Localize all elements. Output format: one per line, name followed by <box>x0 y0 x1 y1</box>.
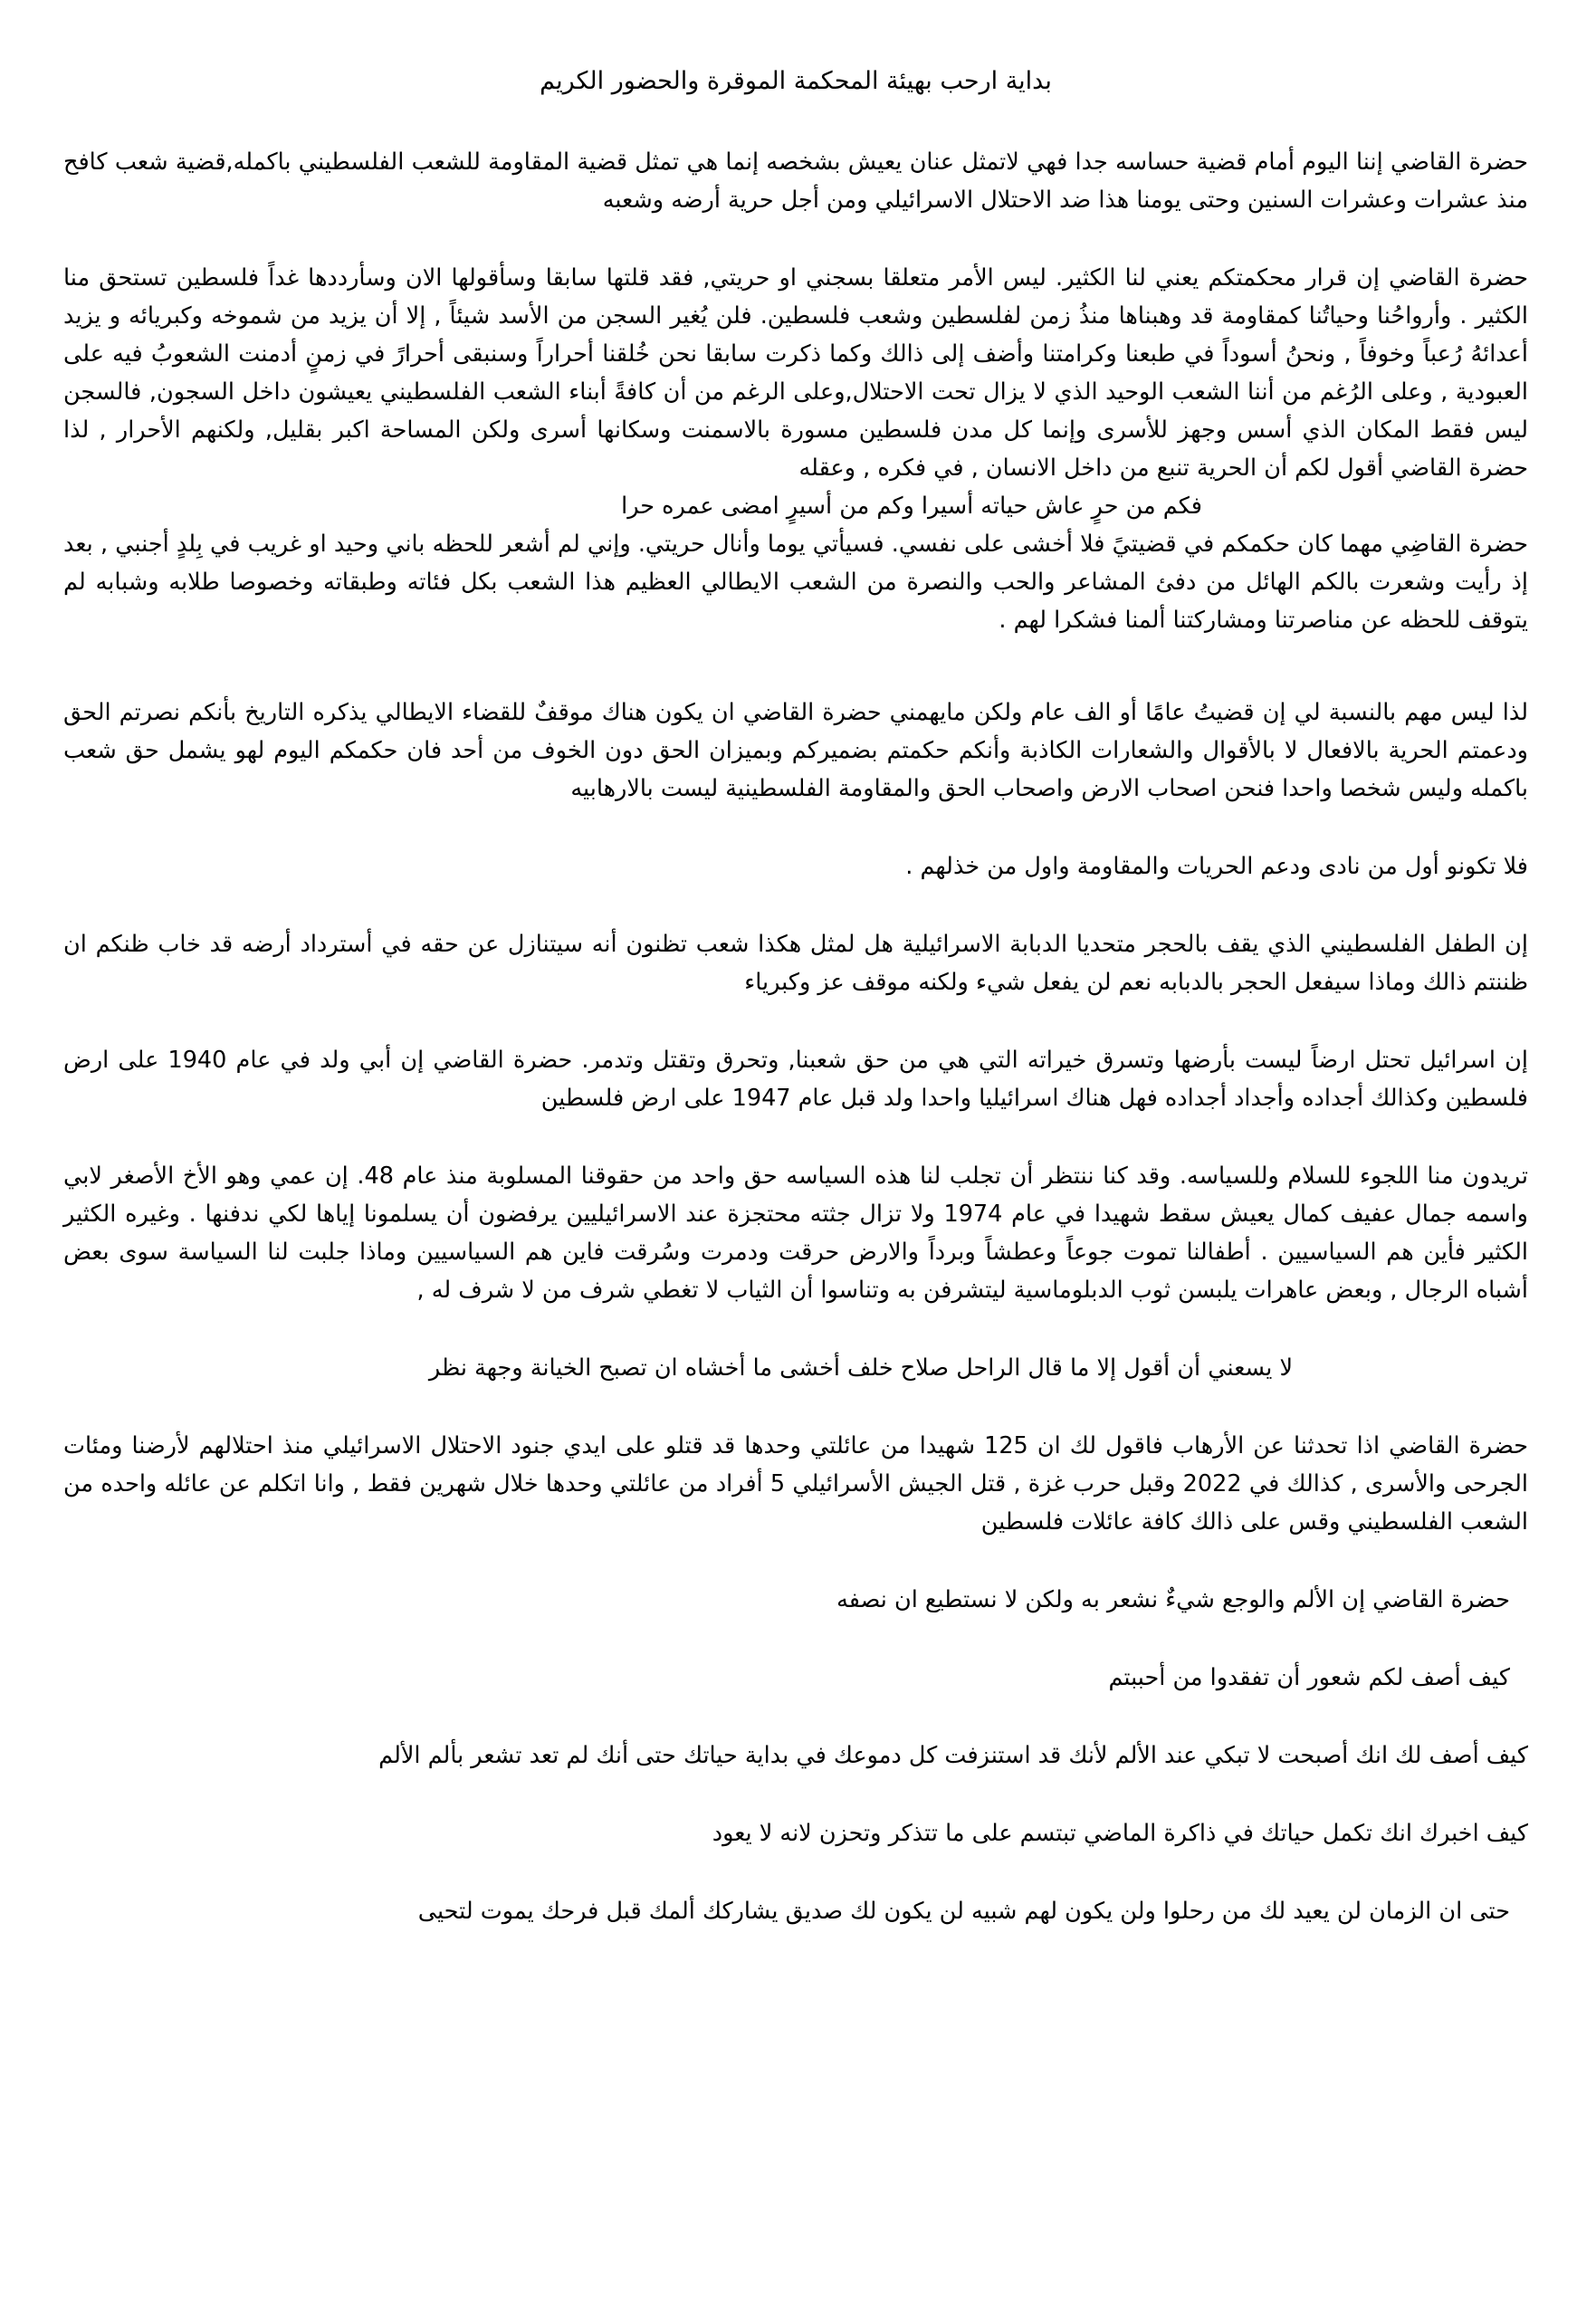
paragraph-opening: حضرة القاضي إننا اليوم أمام قضية حساسه جدا فهي لاتمثل عنان يعيش بشخصه إنما هي تمثل قضية المقاومة للشعب الفلسطيني باكمله,قضية شعب كافح منذ عشرات وعشرات السنين وحتى يومنا هذا ضد الاحتلال الاسرائيلي ومن أجل حرية أرضه وشعبه <box>63 148 1528 214</box>
paragraph-no-more-tears: كيف أصف لك انك أصبحت لا تبكي عند الألم لأنك قد استنزفت كل دموعك في بداية حياتك حتى أنك لم تعد تشعر بألم الألم <box>378 1742 1528 1769</box>
verse-line: فكم من حرٍ عاش حياته أسيرا وكم من أسيرٍ امضى عمره حرا <box>621 493 1202 520</box>
paragraph-describe-loss: كيف أصف لكم شعور أن تفقدوا من أحببتم <box>1108 1664 1510 1691</box>
paragraph-israel-occupation: إن اسرائيل تحتل ارضاً ليست بأرضها وتسرق خيراته التي هي من حق شعبنا, وتحرق وتقتل وتدمر. حضرة القاضي إن أبي ولد في عام 1940 على ارض فلسطين وكذالك أجداده وأجداد أجداده فهل هناك اسرائيليا واحدا ولد قبل عام 1947 على ارض فلسطين <box>63 1047 1528 1112</box>
paragraph-child-stone: إن الطفل الفلسطيني الذي يقف بالحجر متحديا الدبابة الاسرائيلية هل لمثل هكذا شعب تظنون أنه سيتنازل عن حقه في أسترداد أرضه قد خاب ظنكم ان ظننتم ذالك وماذا سيفعل الحجر بالدبابه نعم لن يفعل شيء ولكنه موقف عز وكبرياء <box>63 931 1528 996</box>
paragraph-italian-people: حضرة القاضِي مهما كان حكمكم في قضيتيً فلا أخشى على نفسي. فسيأتي يوما وأنال حريتي. وإني لم أشعر للحظه باني وحيد او غريب في بِلدٍ أجنبي , بعد إذ رأيت وشعرت بالكم الهائل من دفئ المشاعر والحب والنصرة من الشعب الايطالي العظيم هذا الشعب بكل فئاته وطبقاته وخصوصا طلابه وشبابه لم يتوقف للحظه عن مناصرتنا ومشاركتنا ألمنا فشكرا لهم . <box>63 531 1528 634</box>
paragraph-pain: حضرة القاضي إن الألم والوجع شيءٌ نشعر به ولكن لا نستطيع ان نصفه <box>836 1586 1510 1613</box>
paragraph-politics: تريدون منا اللجوء للسلام وللسياسه. وقد كنا ننتظر أن تجلب لنا هذه السياسه حق واحد من حقوقنا المسلوبة منذ عام 48. إن عمي وهو الأخ الأصغر لابي واسمه جمال عفيف كمال يعيش سقط شهيدا في عام 1974 ولا تزال جثته محتجزة عند الاسرائيليين يرفضون أن يسلمونا إياها لكي ندفنها . وغيره الكثير الكثير فأين هم السياسيين . أطفالنا تموت جوعاً وعطشاً وبرداً والارض حرقت ودمرت وسُرقت فاين هم السياسيين وماذا جلبت لنا السياسة سوى بعض أشباه الرجال , وبعض عاهرات يلبسن ثوب الدبلوماسية ليتشرفن به وتناسوا أن الثياب لا تغطي شرف من لا شرف له , <box>63 1163 1528 1304</box>
paragraph-history-stance: لذا ليس مهم بالنسبة لي إن قضيتُ عامًا أو الف عام ولكن مايهمني حضرة القاضي ان يكون هناك موقفٌ للقضاء الايطالي يذكره التاريخ بأنكم نصرتم الحق ودعمتم الحرية بالافعال لا بالأقوال والشعارات الكاذبة وأنكم حكمتم بضميركم وبميزان الحق دون الخوف من أحد فان حكمكم اليوم لهو يشمل حق شعب باكمله وليس شخصا واحدا فنحن اصحاب الارض واصحاب الحق والمقاومة الفلسطينية ليست بالارهابيه <box>63 699 1528 802</box>
paragraph-time: حتى ان الزمان لن يعيد لك من رحلوا ولن يكون لهم شبيه لن يكون لك صديق يشاركك ألمك قبل فرحك يموت لتحيى <box>417 1898 1510 1925</box>
document-title: بداية ارحب بهيئة المحكمة الموقرة والحضور الكريم <box>540 67 1052 95</box>
paragraph-court-decision: حضرة القاضي إن قرار محكمتكم يعني لنا الكثير. ليس الأمر متعلقا بسجني او حريتي, فقد قلتها سابقا وسأقولها الان وسأرددها غداً فلسطين تستحق منا الكثير . وأرواحُنا وحياتُنا كمقاومة قد وهبناها منذُ زمن لفلسطين وشعب فلسطين. فلن يُغير السجن من الأسد شيئاً , إلا أن يزيد من شموخه وكبريائه و يزيد أعدائهُ رُعباً وخوفاً , ونحنُ أسوداً في طبعنا وكرامتنا وأضف إلى ذالك وكما ذكرت سابقا نحن خُلقنا أحراراً وسنبقى أحرارً في زمنٍ أدمنت الشعوبُ فيه على العبودية , وعلى الرُغم من أننا الشعب الوحيد الذي لا يزال تحت الاحتلال,وعلى الرغم من أن كافةً أبناء الشعب الفلسطيني يعيشون داخل السجون, فالسجن ليس فقط المكان الذي أسس وجهز للأسرى وإنما كل مدن فلسطين مسورة بالاسمنت وسكانها أسرى ولكن المساحة اكبر بقليل, ولكنهم الأحرار , لذا حضرة القاضي أقول لكم أن الحرية تنبع من داخل الانسان , في فكره , وعقله <box>63 264 1528 482</box>
paragraph-salah-khalaf: لا يسعني أن أقول إلا ما قال الراحل صلاح خلف أخشى ما أخشاه ان تصبح الخيانة وجهة نظر <box>428 1354 1293 1382</box>
paragraph-do-not-abandon: فلا تكونو أول من نادى ودعم الحريات والمقاومة واول من خذلهم . <box>905 853 1528 880</box>
paragraph-terrorism: حضرة القاضي اذا تحدثنا عن الأرهاب فاقول لك ان 125 شهيدا من عائلتي وحدها قد قتلو على ايدي جنود الاحتلال الاسرائيلي منذ احتلالهم لأرضنا ومئات الجرحى والأسرى , كذالك في 2022 وقبل حرب غزة , قتل الجيش الأسرائيلي 5 أفراد من عائلتي وحدها خلال شهرين فقط , وانا اتكلم عن عائله واحده من الشعب الفلسطيني وقس على ذالك كافة عائلات فلسطين <box>63 1432 1528 1536</box>
paragraph-memory: كيف اخبرك انك تكمل حياتك في ذاكرة الماضي تبتسم على ما تتذكر وتحزن لانه لا يعود <box>712 1820 1528 1847</box>
